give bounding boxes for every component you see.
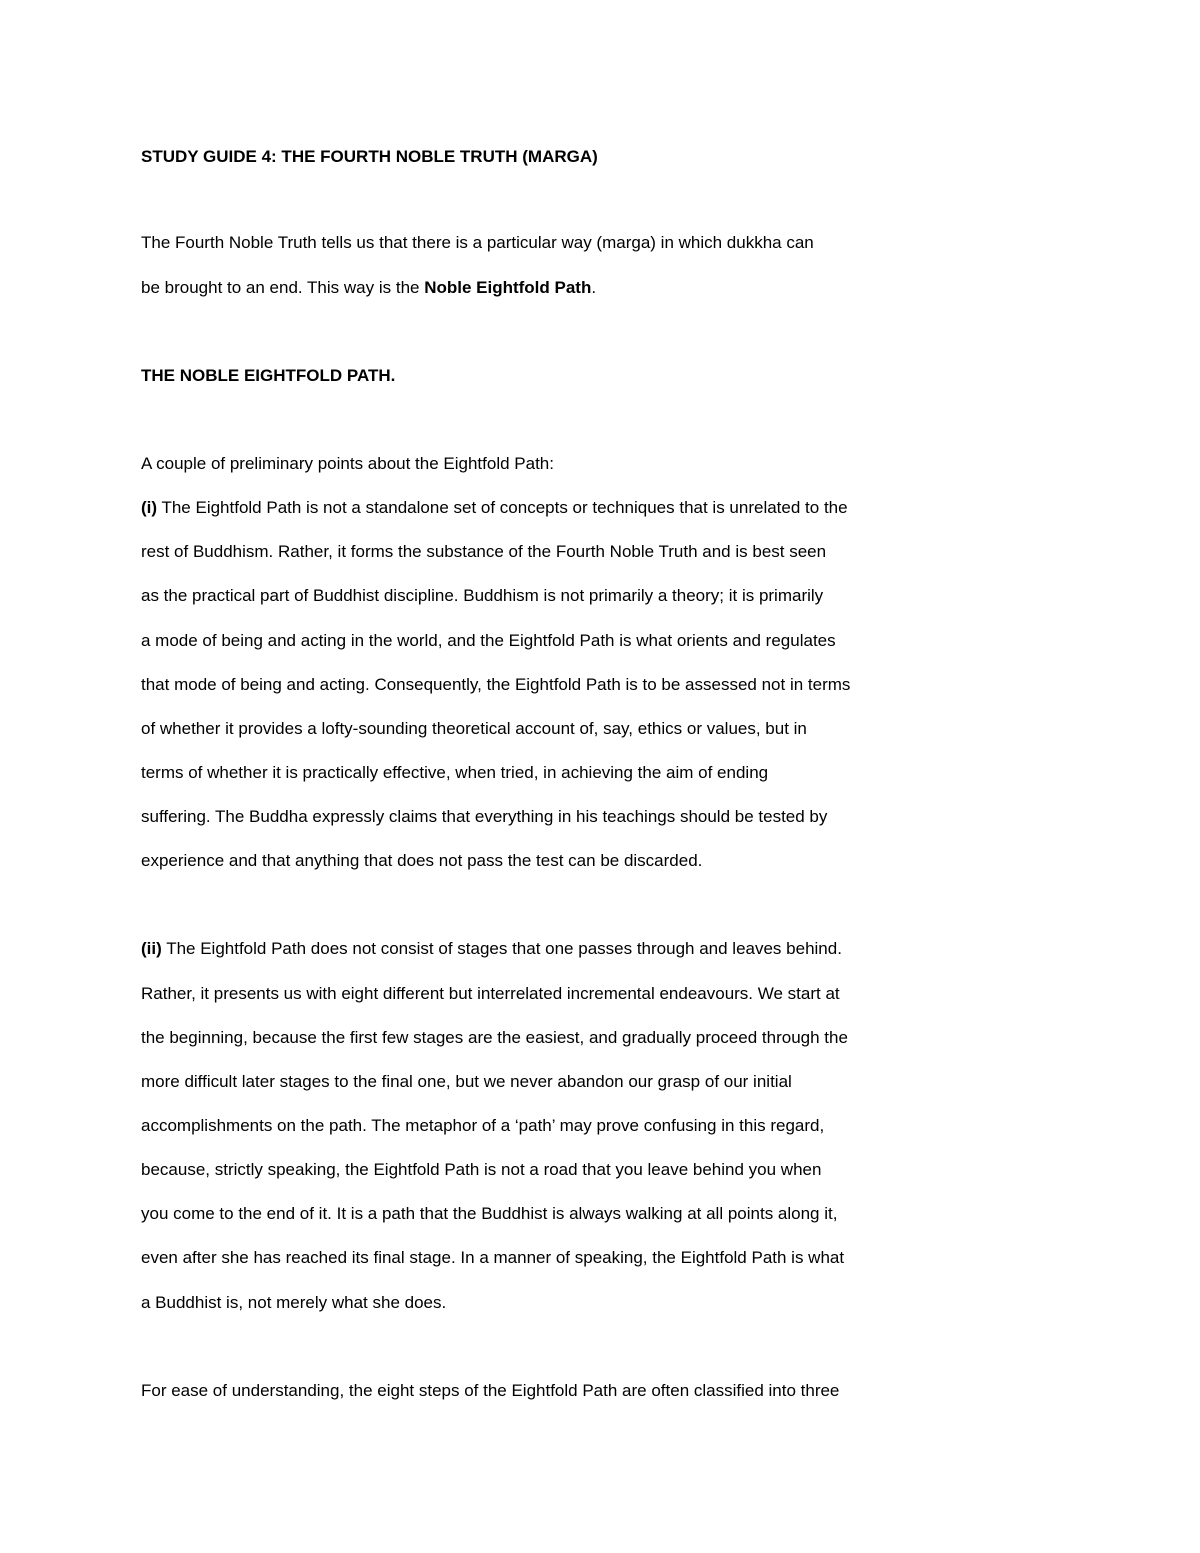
point2-line-3: the beginning, because the first few stages are the easiest, and gradually proceed through the <box>141 1028 848 1047</box>
noble-eightfold-path-emphasis: Noble Eightfold Path <box>424 278 592 297</box>
section-heading: THE NOBLE EIGHTFOLD PATH. <box>141 366 396 385</box>
closing-line: For ease of understanding, the eight steps of the Eightfold Path are often classified into three <box>141 1381 840 1400</box>
point2-line-8: even after she has reached its final stage. In a manner of speaking, the Eightfold Path is what <box>141 1248 845 1267</box>
intro-line-2-prefix: be brought to an end. This way is the <box>141 278 425 297</box>
point1-marker: (i) <box>141 498 158 517</box>
point2-line-1-text: The Eightfold Path does not consist of stages that one passes through and leaves behind. <box>161 939 842 958</box>
point1-line-4: a mode of being and acting in the world, and the Eightfold Path is what orients and regulates <box>141 631 836 650</box>
intro-line-2 <box>141 277 596 299</box>
point1-line-8: suffering. The Buddha expressly claims that everything in his teachings should be tested by <box>141 807 828 826</box>
document-title: STUDY GUIDE 4: THE FOURTH NOBLE TRUTH (MARGA) <box>141 147 598 166</box>
point2-line-1 <box>141 938 842 960</box>
preliminary-intro: A couple of preliminary points about the Eightfold Path: <box>141 454 554 473</box>
point1-line-9: experience and that anything that does not pass the test can be discarded. <box>141 851 703 870</box>
point1-line-6: of whether it provides a lofty-sounding theoretical account of, say, ethics or values, but in <box>141 719 807 738</box>
point2-line-9: a Buddhist is, not merely what she does. <box>141 1293 447 1312</box>
point2-marker: (ii) <box>141 939 162 958</box>
point1-line-7: terms of whether it is practically effective, when tried, in achieving the aim of ending <box>141 763 769 782</box>
point2-line-6: because, strictly speaking, the Eightfold Path is not a road that you leave behind you when <box>141 1160 822 1179</box>
point1-line-3: as the practical part of Buddhist discipline. Buddhism is not primarily a theory; it is primarily <box>141 586 824 605</box>
point2-line-7: you come to the end of it. It is a path that the Buddhist is always walking at all points along it, <box>141 1204 838 1223</box>
point1-line-5: that mode of being and acting. Consequently, the Eightfold Path is to be assessed not in terms <box>141 675 851 694</box>
intro-line-1: The Fourth Noble Truth tells us that there is a particular way (marga) in which dukkha can <box>141 233 814 252</box>
point1-line-2: rest of Buddhism. Rather, it forms the substance of the Fourth Noble Truth and is best seen <box>141 542 827 561</box>
point2-line-5: accomplishments on the path. The metaphor of a ‘path’ may prove confusing in this regard, <box>141 1116 825 1135</box>
point1-line-1-text: The Eightfold Path is not a standalone set of concepts or techniques that is unrelated to the <box>157 498 848 517</box>
point2-line-2: Rather, it presents us with eight different but interrelated incremental endeavours. We start at <box>141 984 840 1003</box>
point2-line-4: more difficult later stages to the final one, but we never abandon our grasp of our initial <box>141 1072 792 1091</box>
point1-line-1 <box>141 497 848 519</box>
intro-line-2-suffix: . <box>591 278 597 297</box>
